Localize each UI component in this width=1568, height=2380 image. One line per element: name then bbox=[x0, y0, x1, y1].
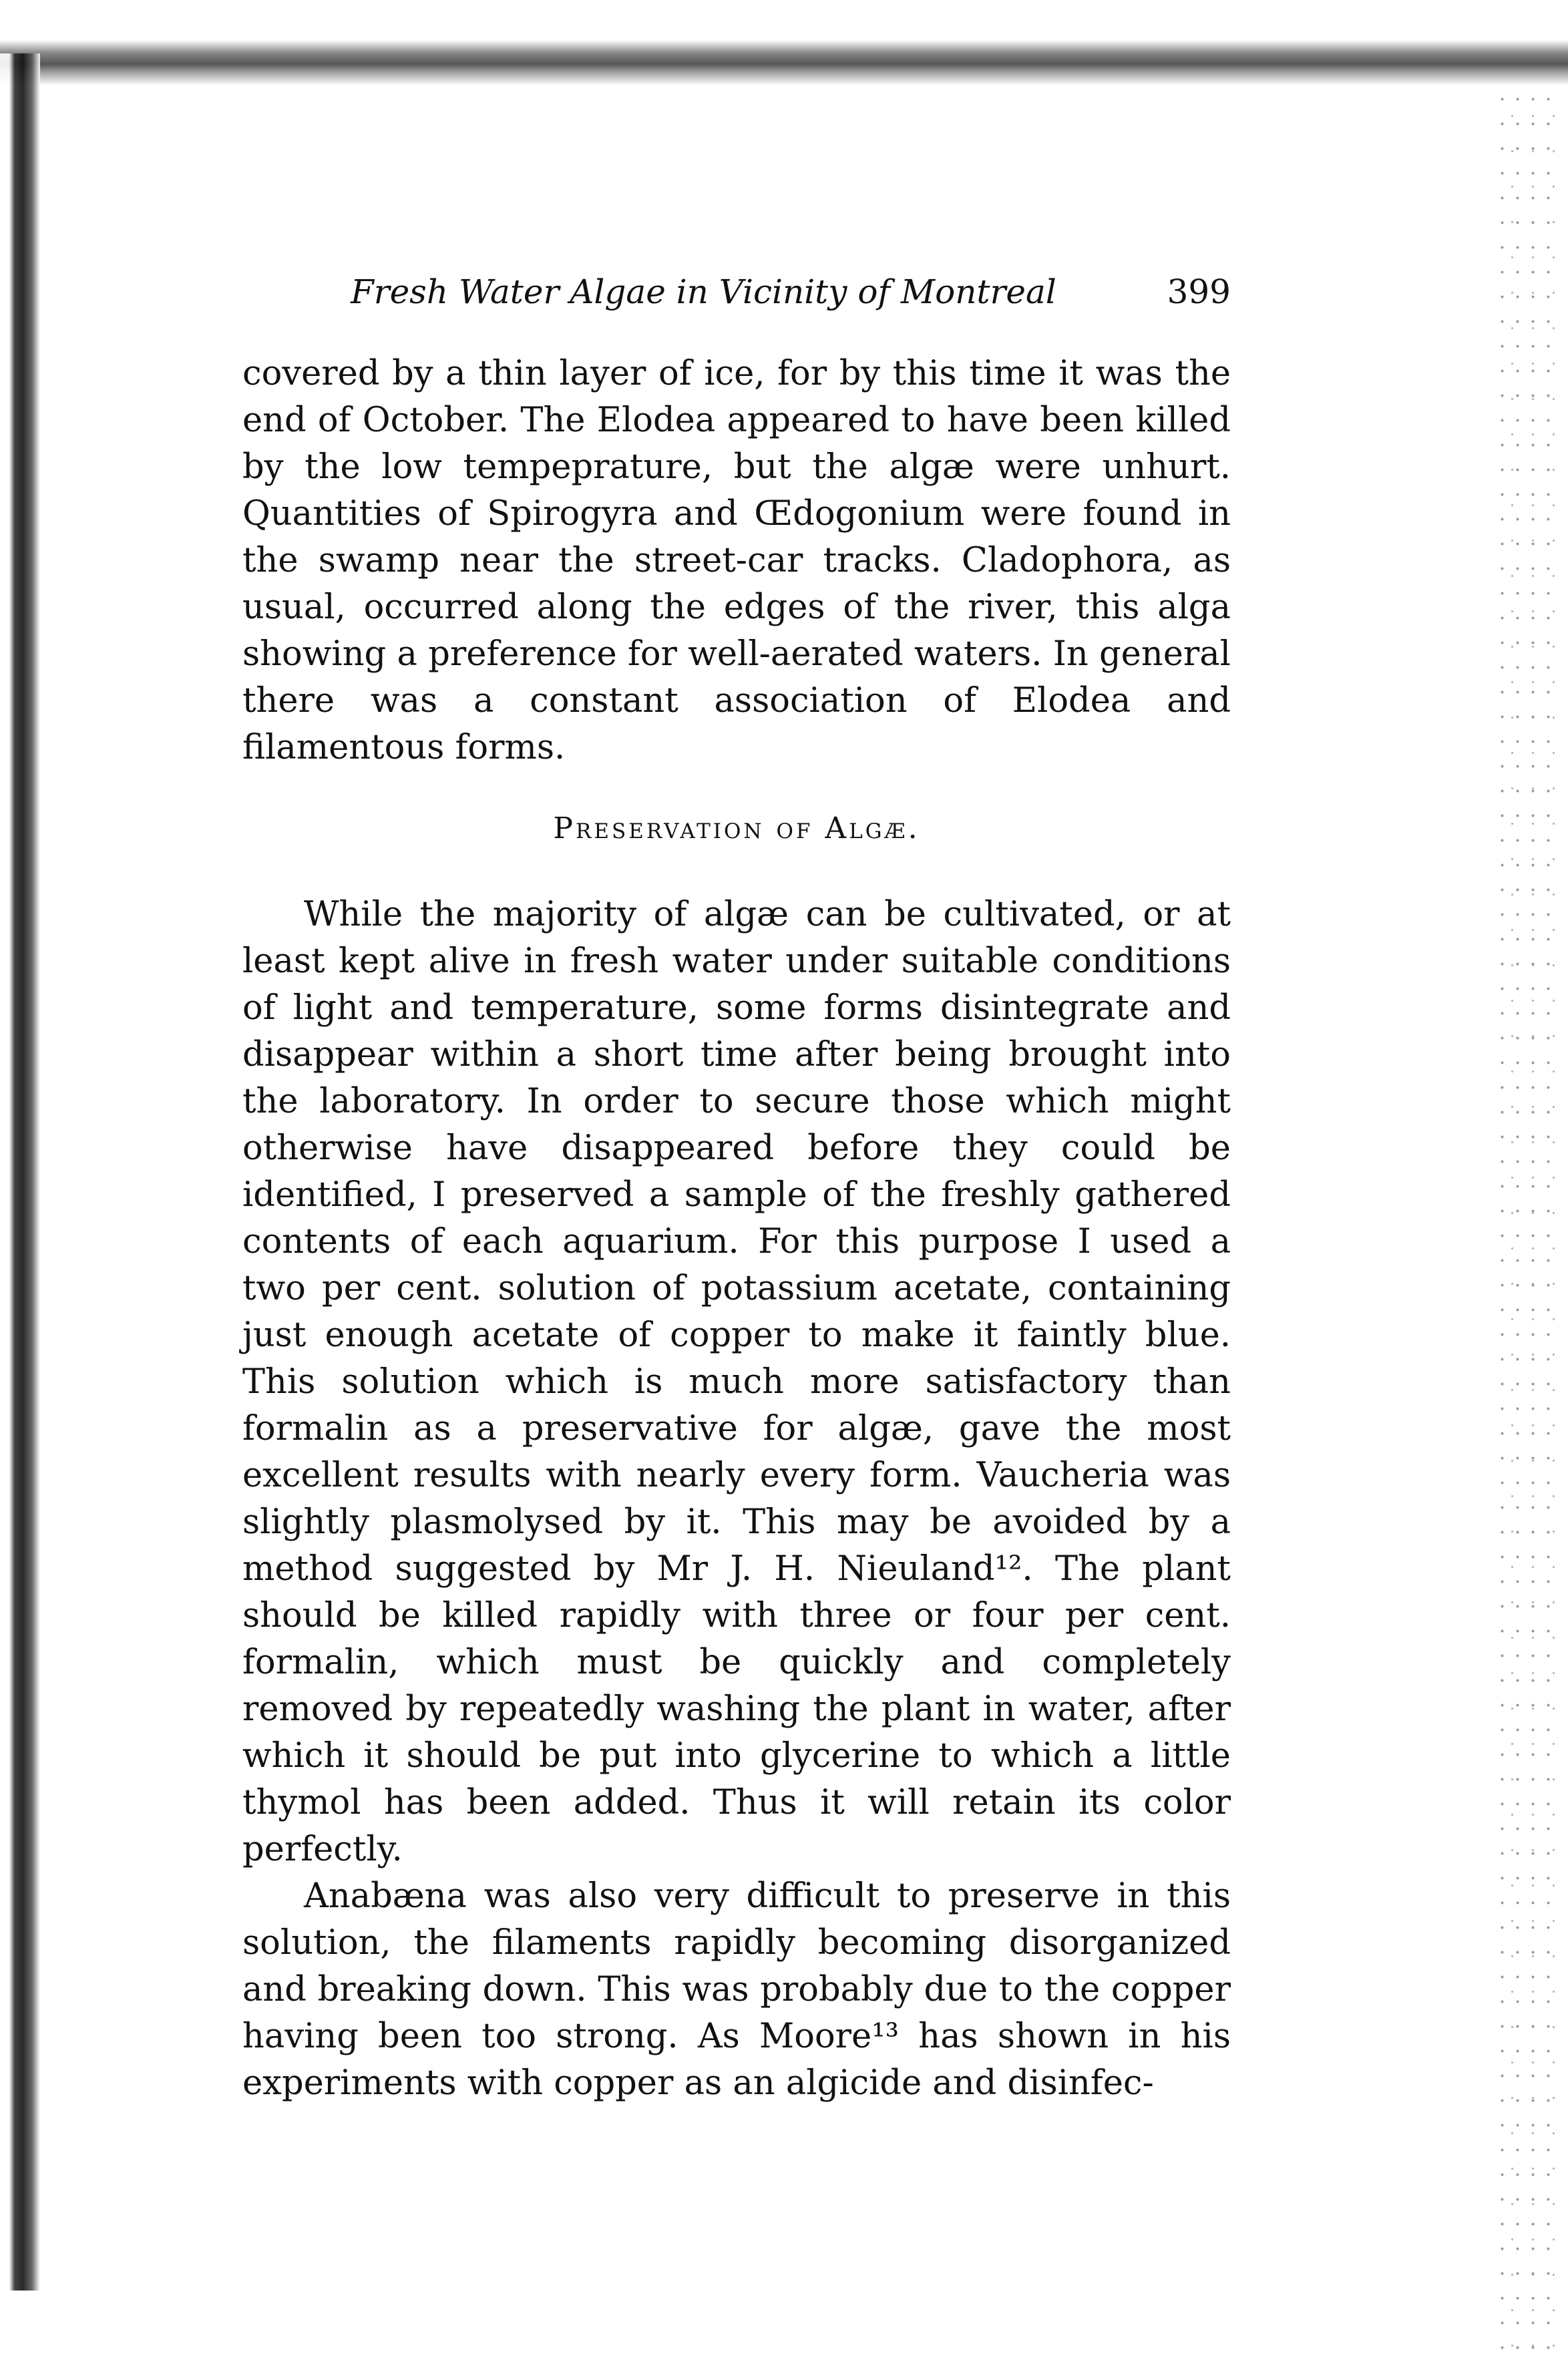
scan-border-left bbox=[0, 53, 40, 2291]
paragraph-continued: covered by a thin layer of ice, for by this time it was the end of October. The Elodea appeared to have been killed by the low tempeprature, but the algæ were unhurt. Quantities of Spirogyra and Œdogonium were found in the swamp near the street-car tracks. Cladophora, as usual, occurred along the edges of the river, this alga showing a preference for well-aerated waters. In general there was a constant association of Elodea and filamentous forms. bbox=[242, 354, 1231, 767]
body-text bbox=[242, 351, 1231, 2107]
scan-noise-right bbox=[1495, 87, 1555, 2357]
paragraph-preservation: While the majority of algæ can be cultivated, or at least kept alive in fresh water under suitable conditions of light and temperature, some forms disintegrate and disappear within a short time after being brought into the laboratory. In order to secure those which might otherwise have disappeared before they could be identified, I preserved a sample of the freshly gathered contents of each aquarium. For this purpose I used a two per cent. solution of potassium acetate, containing just enough acetate of copper to make it faintly blue. This solution which is much more satisfactory than formalin as a preservative for algæ, gave the most excellent results with nearly every form. Vaucheria was slightly plasmolysed by it. This may be avoided by a method suggested by Mr J. H. Nieuland¹². The plant should be killed rapidly with three or four per cent. formalin, which must be quickly and completely removed by repeatedly washing the plant in water, after which it should be put into glycerine to which a little thymol has been added. Thus it will retain its color perfectly. bbox=[242, 895, 1231, 1869]
paragraph-anabaena: Anabæna was also very difficult to preserve in this solution, the filaments rapidly becoming disorganized and breaking down. This was probably due to the copper having been too strong. As Moore¹³ has shown in his experiments with copper as an algicide and disinfec- bbox=[242, 1876, 1231, 2103]
section-heading: Preservation of Algæ. bbox=[553, 811, 920, 845]
running-head-title: Fresh Water Algae in Vicinity of Montreal bbox=[351, 272, 1056, 311]
scan-border-top bbox=[0, 0, 1568, 87]
running-head bbox=[242, 272, 1231, 319]
page-number: 399 bbox=[1167, 272, 1231, 311]
